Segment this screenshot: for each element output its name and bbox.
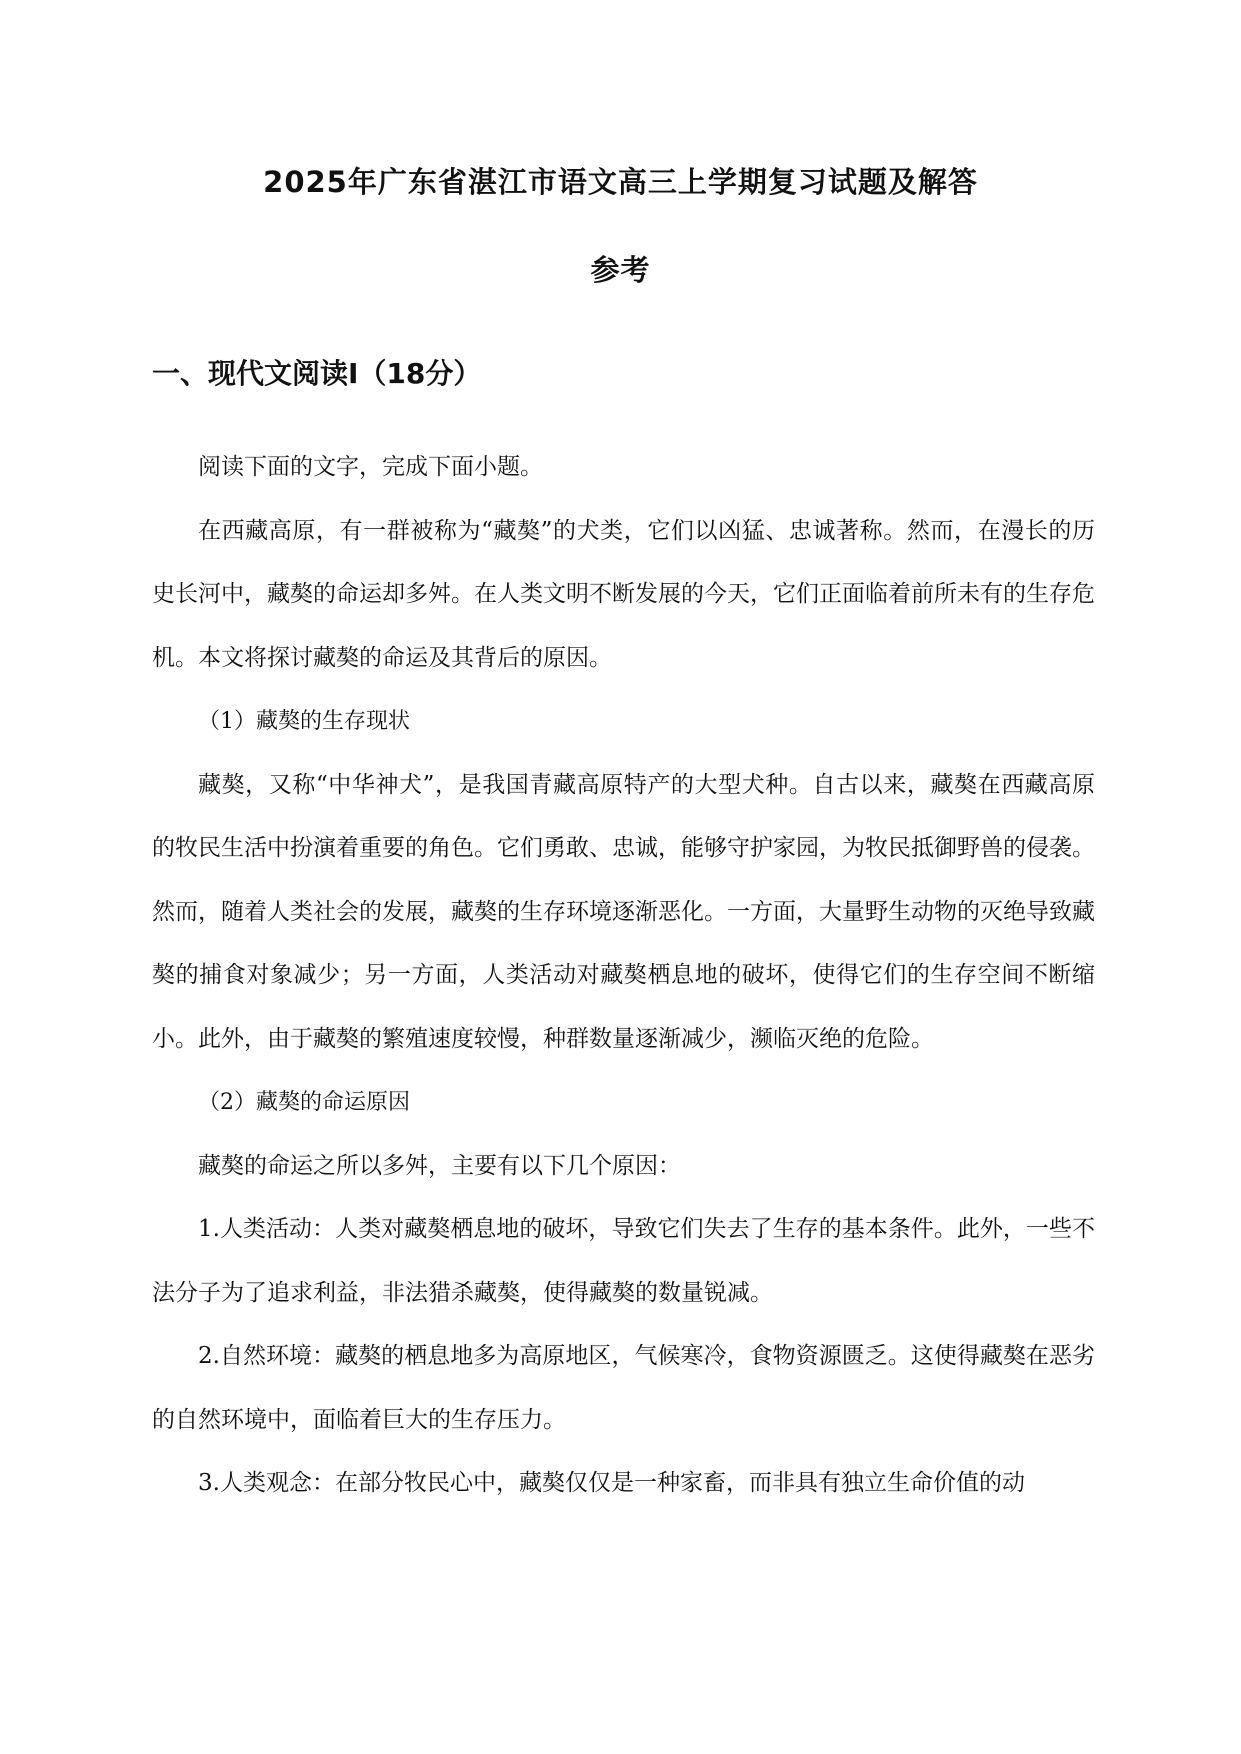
reason-item-3: 3.人类观念：在部分牧民心中，藏獒仅仅是一种家畜，而非具有独立生命价值的动 (198, 1470, 1025, 1496)
reason-item-1: 1.人类活动：人类对藏獒栖息地的破坏，导致它们失去了生存的基本条件。此外，一些不法分子为了追求利益，非法猎杀藏獒，使得藏獒的数量锐减。 (152, 1216, 1095, 1306)
status-paragraph: 藏獒，又称“中华神犬”，是我国青藏高原特产的大型犬种。自古以来，藏獒在西藏高原的牧民生活中扮演着重要的角色。它们勇敢、忠诚，能够守护家园，为牧民抵御野兽的侵袭。然而，随着人类社会的发展，藏獒的生存环境逐渐恶化。一方面，大量野生动物的灭绝导致藏獒的捕食对象减少；另一方面，人类活动对藏獒栖息地的破坏，使得它们的生存空间不断缩小。此外，由于藏獒的繁殖速度较慢，种群数量逐渐减少，濒临灭绝的危险。 (152, 771, 1095, 1052)
document-title: 2025年广东省湛江市语文高三上学期复习试题及解答 (263, 165, 978, 199)
subheading-1: （1）藏獒的生存现状 (198, 709, 410, 734)
reasons-intro-paragraph: 藏獒的命运之所以多舛，主要有以下几个原因： (198, 1152, 681, 1179)
section-heading: 一、现代文阅读Ⅰ（18分） (152, 357, 482, 390)
reading-passage (152, 436, 1095, 1516)
intro-paragraph: 在西藏高原，有一群被称为“藏獒”的犬类，它们以凶猛、忠诚著称。然而，在漫长的历史长河中，藏獒的命运却多舛。在人类文明不断发展的今天，它们正面临着前所未有的生存危机。本文将探讨藏獒的命运及其背后的原因。 (152, 517, 1095, 671)
document-title-continued: 参考 (590, 253, 651, 287)
instruction-paragraph: 阅读下面的文字，完成下面小题。 (198, 454, 543, 480)
subheading-2: （2）藏獒的命运原因 (198, 1090, 410, 1115)
reason-item-2: 2.自然环境：藏獒的栖息地多为高原地区，气候寒冷，食物资源匮乏。这使得藏獒在恶劣的自然环境中，面临着巨大的生存压力。 (152, 1343, 1095, 1433)
